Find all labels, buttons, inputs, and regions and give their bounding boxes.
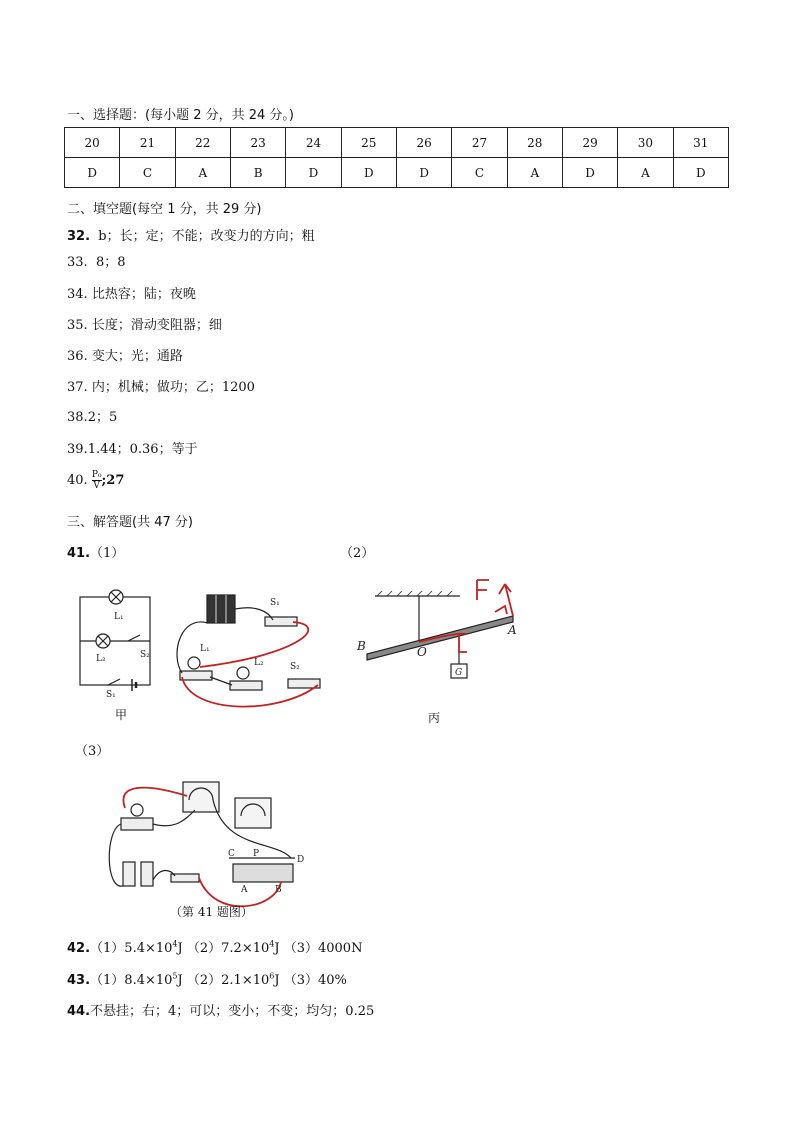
section1-title: 一、选择题：(每小题 2 分，共 24 分。) <box>67 108 294 123</box>
label-l2: L₂ <box>254 658 264 668</box>
answer-line-38: 38.2；5 <box>67 410 118 425</box>
table-cell: 22 <box>175 128 230 158</box>
table-cell: D <box>341 158 396 188</box>
answer-line-32: 32. b；长；定；不能；改变力的方向；粗 <box>67 229 315 244</box>
section2-title: 二、填空题(每空 1 分，共 29 分) <box>67 202 262 217</box>
label-s1: S₁ <box>270 598 280 608</box>
table-cell: 31 <box>673 128 728 158</box>
lamp-l1-base <box>180 671 212 680</box>
label-d: D <box>297 855 305 865</box>
red-mark-l <box>459 634 467 652</box>
switch-s2-symbol <box>128 635 140 641</box>
section3-title: 三、解答题(共 47 分) <box>67 515 193 530</box>
lamp-base <box>121 818 153 830</box>
table-cell: D <box>286 158 341 188</box>
switch <box>171 874 199 882</box>
lamp-l1-bulb <box>188 657 200 669</box>
question-number-row <box>65 128 729 158</box>
label-a: A <box>508 623 517 637</box>
label-o: O <box>417 645 427 659</box>
label-p: P <box>253 849 260 859</box>
table-cell: 26 <box>396 128 451 158</box>
fig2-caption: 丙 <box>428 711 441 725</box>
red-right-angle <box>495 606 507 614</box>
table-cell: 23 <box>230 128 285 158</box>
lamp-bulb <box>131 804 143 816</box>
lamp-l2-bulb <box>237 667 249 679</box>
ammeter <box>183 782 219 812</box>
label-s2: S₂ <box>140 650 150 660</box>
q41-part2-label: （2） <box>340 546 375 561</box>
table-cell: D <box>562 158 617 188</box>
label-c: C <box>228 849 235 859</box>
answer-line-36: 36. 变大；光；通路 <box>67 349 183 364</box>
label-l1: L₁ <box>114 612 124 622</box>
answer-line-43: $43.(1)8.4\times 10^5J$ $(2)2.1\times 10^6J$ （3）40% <box>67 971 347 988</box>
label-b: B <box>357 639 366 653</box>
battery-pack <box>207 595 235 623</box>
table-cell: 20 <box>65 128 120 158</box>
table-cell: B <box>230 158 285 188</box>
circuit-figure-1 <box>70 585 335 720</box>
cell <box>141 862 153 886</box>
circuit-figure-3 <box>95 770 315 920</box>
lamp-l2-base <box>230 681 262 690</box>
table-cell: 21 <box>120 128 175 158</box>
table-cell: 28 <box>507 128 562 158</box>
answer-line-39: 39.1.44；0.36；等于 <box>67 442 198 457</box>
answer-line-34: 34. 比热容；陆；夜晚 <box>67 287 196 302</box>
table-cell: A <box>175 158 230 188</box>
label-b: B <box>275 885 282 895</box>
answer-line-37: 37. 内；机械；做功；乙；1200 <box>67 380 255 395</box>
answer-line-40: 40. $\frac{\text{P₀}}{V}$ ;27 <box>67 470 125 491</box>
voltmeter <box>235 798 271 828</box>
answer-line-42: $42.(1)5.4\times 10^4J$ $(2)7.2\times 10^4J$ （3）4000N <box>67 939 363 956</box>
table-cell: 29 <box>562 128 617 158</box>
q41-part1-label: 41.（1） <box>67 546 125 561</box>
lever-figure <box>355 572 530 702</box>
label-a: A <box>241 885 248 895</box>
wire <box>210 677 232 685</box>
cell <box>123 862 135 886</box>
switch-s1 <box>265 617 297 626</box>
table-cell: D <box>673 158 728 188</box>
answer-table <box>64 127 729 188</box>
table-cell: C <box>120 158 175 188</box>
table-cell: D <box>65 158 120 188</box>
label-l1: L₁ <box>200 644 210 654</box>
table-cell: C <box>452 158 507 188</box>
table-cell: A <box>618 158 673 188</box>
table-cell: 25 <box>341 128 396 158</box>
red-letter-f <box>477 580 489 600</box>
label-s2: S₂ <box>290 662 300 672</box>
fig3-caption: （第 41 题图） <box>170 905 253 919</box>
q41-part3-label: （3） <box>75 744 110 759</box>
label-g: G <box>455 668 463 678</box>
answer-line-33: 33. 8；8 <box>67 255 126 270</box>
wire <box>109 824 123 886</box>
fraction: $\frac{\text{P₀}}{V}$ <box>91 470 102 491</box>
table-cell: 27 <box>452 128 507 158</box>
answer-row <box>65 158 729 188</box>
answer-line-44: 44.不悬挂；右；4；可以；变小；不变；均匀；0.25 <box>67 1004 375 1019</box>
label-l2: L₂ <box>96 654 106 664</box>
rheostat <box>233 864 293 882</box>
answer-line-35: 35. 长度；滑动变阻器；细 <box>67 318 222 333</box>
label-s1: S₁ <box>106 690 116 700</box>
table-cell: A <box>507 158 562 188</box>
switch-s1-symbol <box>108 679 120 685</box>
table-cell: D <box>396 158 451 188</box>
table-cell: 30 <box>618 128 673 158</box>
table-cell: 24 <box>286 128 341 158</box>
fig1-caption: 甲 <box>115 708 128 722</box>
